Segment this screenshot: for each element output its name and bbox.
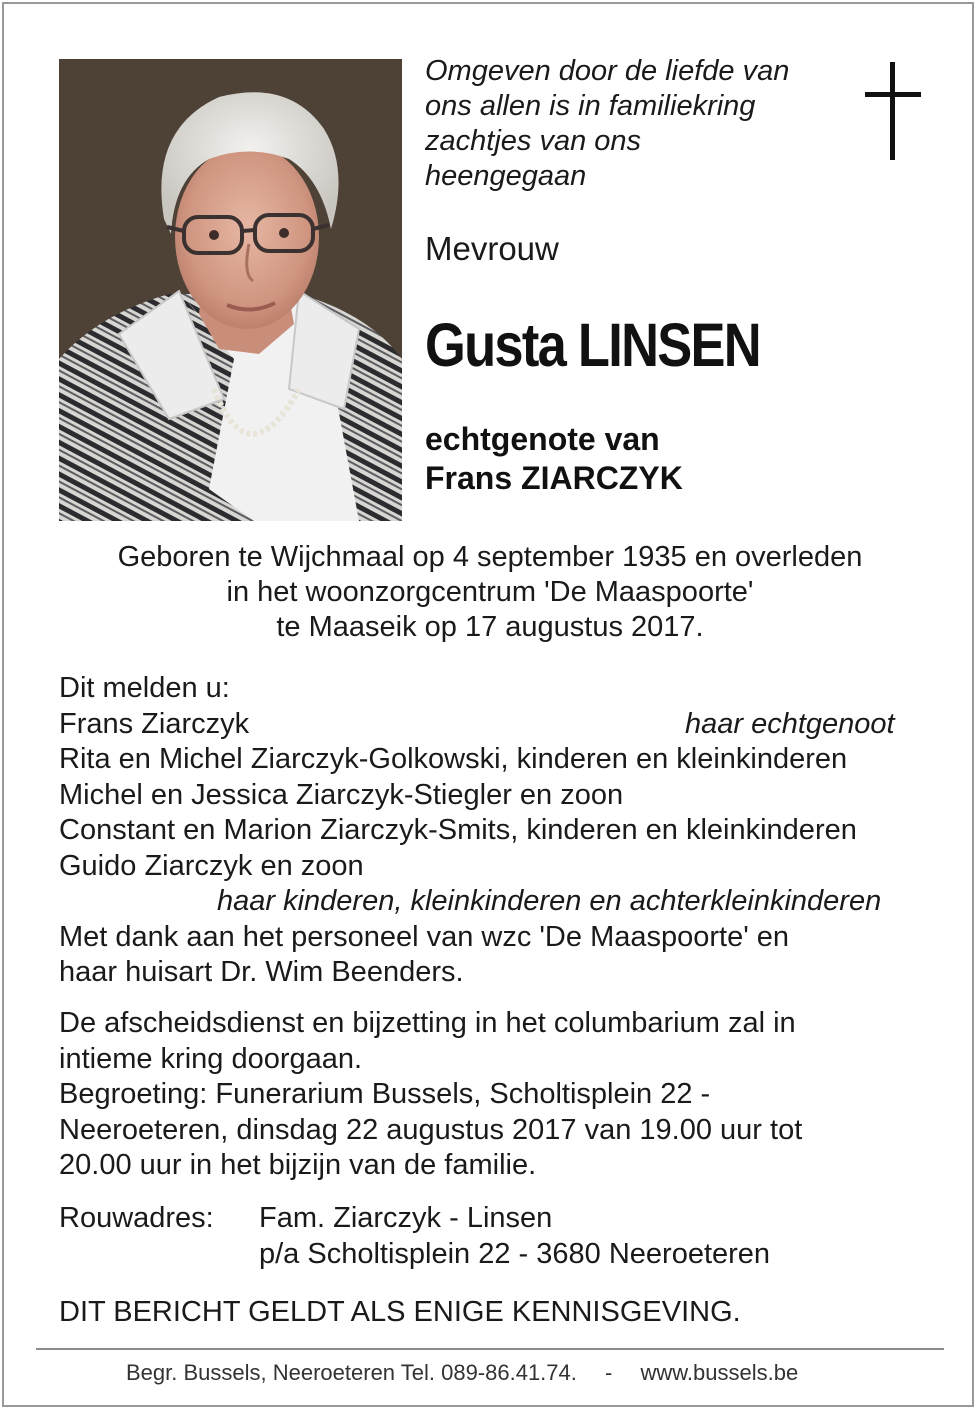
intro-text <box>425 54 835 194</box>
footer-undertaker: Begr. Bussels, Neeroeteren Tel. 089-86.41.74. <box>126 1360 577 1385</box>
husband-relation: haar echtgenoot <box>685 707 895 740</box>
footer-separator: - <box>605 1360 613 1385</box>
birth-death-line: te Maaseik op 17 augustus 2017. <box>276 611 704 643</box>
intro-line: Omgeven door de liefde van <box>425 55 790 87</box>
family-line: Rita en Michel Ziarczyk-Golkowski, kinderen en kleinkinderen <box>59 743 848 775</box>
ceremony-line: Neeroeteren, dinsdag 22 augustus 2017 van 19.00 uur tot <box>59 1113 803 1146</box>
footer-divider <box>36 1348 944 1350</box>
notice-text: DIT BERICHT GELDT ALS ENIGE KENNISGEVING. <box>59 1296 741 1328</box>
thanks-line: Met dank aan het personeel van wzc 'De Maaspoorte' en <box>59 920 790 953</box>
address-row <box>59 1237 919 1273</box>
birth-death-line: Geboren te Wijchmaal op 4 september 1935 en overleden <box>117 541 863 573</box>
mourning-address <box>59 1201 919 1272</box>
family-relation: haar kinderen, kleinkinderen en achterkleinkinderen <box>217 885 882 917</box>
footer-website[interactable]: www.bussels.be <box>640 1360 799 1385</box>
portrait-photo <box>59 59 402 521</box>
intro-line: heengegaan <box>425 160 587 192</box>
address-row <box>59 1201 919 1237</box>
husband-name: Frans Ziarczyk <box>59 707 250 740</box>
ceremony-line: intieme kring doorgaan. <box>59 1042 363 1075</box>
birth-death-line: in het woonzorgcentrum 'De Maaspoorte' <box>226 576 754 608</box>
ceremony-block <box>59 1006 919 1184</box>
portrait-illustration <box>59 59 402 521</box>
family-line: Guido Ziarczyk en zoon <box>59 849 364 882</box>
ceremony-line: 20.00 uur in het bijzijn van de familie. <box>59 1149 537 1181</box>
deceased-name: Gusta LINSEN <box>425 311 760 379</box>
address-line: p/a Scholtisplein 22 - 3680 Neeroeteren <box>259 1237 771 1270</box>
ceremony-line: De afscheidsdienst en bijzetting in het columbarium zal in <box>59 1007 796 1039</box>
announcement-intro: Dit melden u: <box>59 672 230 704</box>
announcement-block <box>59 671 919 991</box>
ceremony-line: Begroeting: Funerarium Bussels, Scholtisplein 22 - <box>59 1078 711 1110</box>
spouse-block <box>425 420 683 498</box>
address-line: Fam. Ziarczyk - Linsen <box>259 1202 553 1234</box>
footer <box>126 1360 798 1386</box>
intro-line: ons allen is in familiekring <box>425 90 756 122</box>
spouse-relation: echtgenote van <box>425 421 660 457</box>
birth-death-text <box>40 540 940 645</box>
thanks-line: haar huisart Dr. Wim Beenders. <box>59 956 464 988</box>
family-line: Michel en Jessica Ziarczyk-Stiegler en zoon <box>59 778 624 811</box>
address-label: Rouwadres: <box>59 1202 214 1234</box>
honorific: Mevrouw <box>425 230 559 267</box>
intro-line: zachtjes van ons <box>425 125 642 157</box>
cross-icon <box>862 62 924 160</box>
family-line: Constant en Marion Ziarczyk-Smits, kinderen en kleinkinderen <box>59 814 857 846</box>
spouse-name: Frans ZIARCZYK <box>425 460 683 496</box>
husband-line <box>59 707 919 743</box>
